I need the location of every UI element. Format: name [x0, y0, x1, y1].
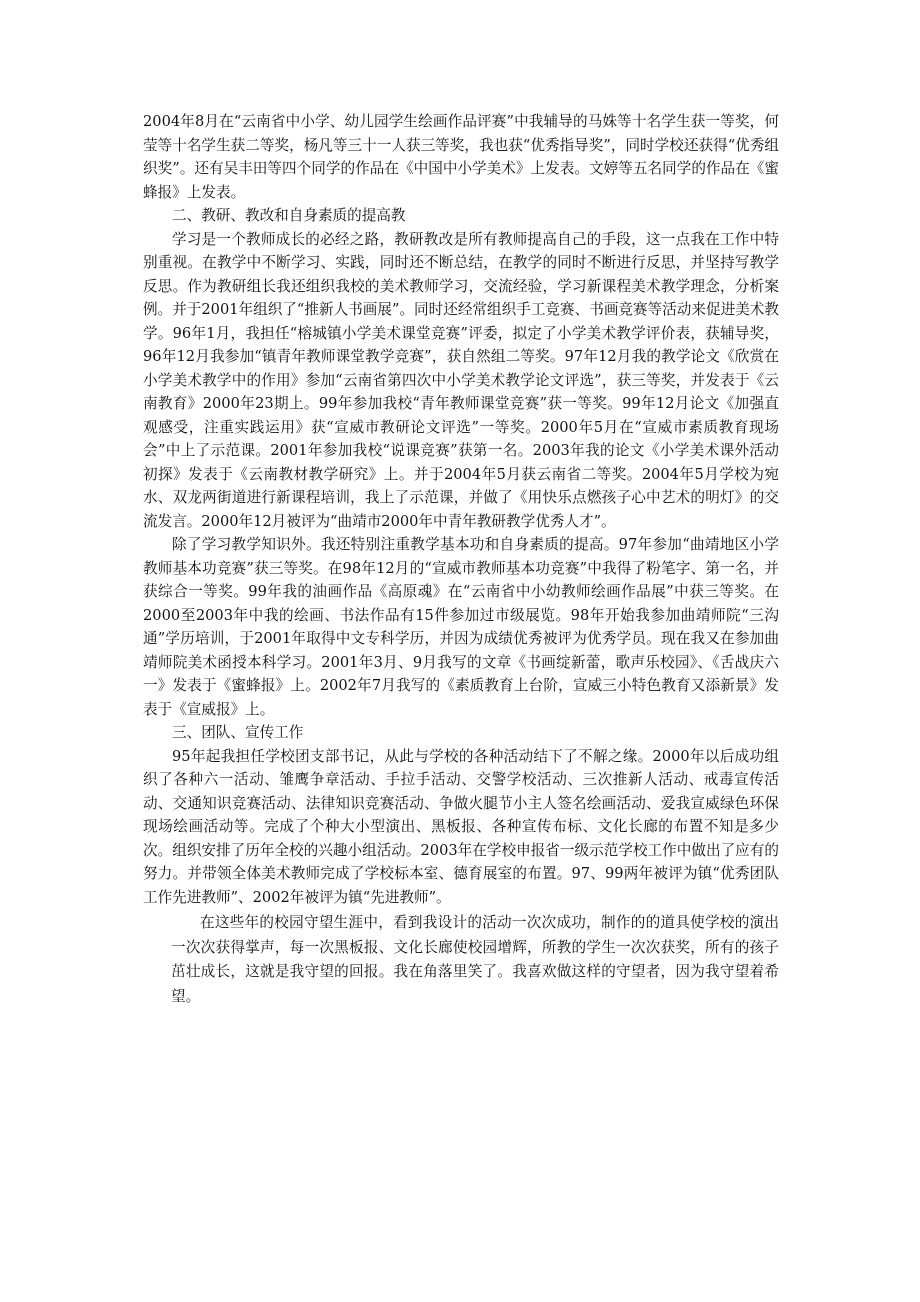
section-heading-research: 二、教研、教改和自身素质的提高教	[172, 207, 406, 224]
paragraph-research: 学习是一个教师成长的必经之路，教研教改是所有教师提高自己的手段，这一点我在工作中特别重视。在教学中不断学习、实践，同时还不断总结，在教学的同时不断进行反思，并坚持写教学反思。作为教研组长我还组织我校的美术教师学习，交流经验，学习新课程美术教学理念，分析案例。并于2001年组织了“推新人书画展”。同时还经常组织手工竞赛、书画竞赛等活动来促进美术教学。96年1月，我担任“榕城镇小学美术课堂竞赛”评委，拟定了小学美术教学评价表，获辅导奖，96年12月我参加“镇青年教师课堂教学竞赛”，获自然组二等奖。97年12月我的教学论文《欣赏在小学美术教学中的作用》参加“云南省第四次中小学美术教学论文评选”，获三等奖，并发表于《云南教育》2000年23期上。99年参加我校“青年教师课堂竞赛”获一等奖。99年12月论文《加强直观感受，注重实践运用》获“宣威市教研论文评选”一等奖。2000年5月在“宣威市素质教育现场会”中上了示范课。2001年参加我校“说课竞赛”获第一名。2003年我的论文《小学美术课外活动初探》发表于《云南教材教学研究》上。并于2004年5月获云南省二等奖。2004年5月学校为宛水、双龙两街道进行新课程培训，我上了示范课，并做了《用快乐点燃孩子心中艺术的明灯》的交流发言。2000年12月被评为“曲靖市2000年中青年教研教学优秀人才”。	[143, 230, 779, 530]
section-heading-team: 三、团队、宣传工作	[172, 724, 304, 741]
paragraph-self-improvement: 除了学习教学知识外。我还特别注重教学基本功和自身素质的提高。97年参加“曲靖地区小学教师基本功竞赛”获三等奖。在98年12月的“宣威市教师基本功竞赛”中我得了粉笔字、第一名，并获综合一等奖。99年我的油画作品《高原魂》在“云南省中小幼教师绘画作品展”中获三等奖。在2000至2003年中我的绘画、书法作品有15件参加过市级展览。98年开始我参加曲靖师院“三沟通”学历培训，于2001年取得中文专科学历，并因为成绩优秀被评为优秀学员。现在我又在参加曲靖师院美术函授本科学习。2001年3月、9月我写的文章《书画绽新蕾，歌声乐校园》、《舌战庆六一》发表于《蜜蜂报》上。2002年7月我写的《素质教育上台阶，宣威三小特色教育又添新景》发表于《宣威报》上。	[143, 536, 779, 718]
paragraph-awards-2004: 2004年8月在“云南省中小学、幼儿园学生绘画作品评赛”中我辅导的马姝等十名学生获一等奖，何莹等十名学生获二等奖，杨凡等三十一人获三等奖，我也获“优秀指导奖”，同时学校还获得“优秀组织奖”。还有吴丰田等四个同学的作品在《中国中小学美术》上发表。文婷等五名同学的作品在《蜜蜂报》上发表。	[143, 113, 779, 201]
paragraph-team-work: 95年起我担任学校团支部书记，从此与学校的各种活动结下了不解之缘。2000年以后成功组织了各种六一活动、雏鹰争章活动、手拉手活动、交警学校活动、三次推新人活动、戒毒宣传活动、交通知识竞赛活动、法律知识竞赛活动、争做火腿节小主人签名绘画活动、爱我宣威绿色环保现场绘画活动等。完成了个种大小型演出、黑板报、各种宣传布标、文化长廊的布置不知是多少次。组织安排了历年全校的兴趣小组活动。2003年在学校申报省一级示范学校工作中做出了应有的努力。并带领全体美术教师完成了学校标本室、德育展室的布置。97、99两年被评为镇“优秀团队工作先进教师”、2002年被评为镇“先进教师”。	[143, 747, 779, 906]
document-page	[143, 110, 779, 1009]
paragraph-closing: 在这些年的校园守望生涯中，看到我设计的活动一次次成功，制作的的道具使学校的演出一次次获得掌声，每一次黑板报、文化长廊使校园增辉，所教的学生一次次获奖，所有的孩子茁壮成长，这就是我守望的回报。我在角落里笑了。我喜欢做这样的守望者，因为我守望着希望。	[171, 914, 779, 1005]
